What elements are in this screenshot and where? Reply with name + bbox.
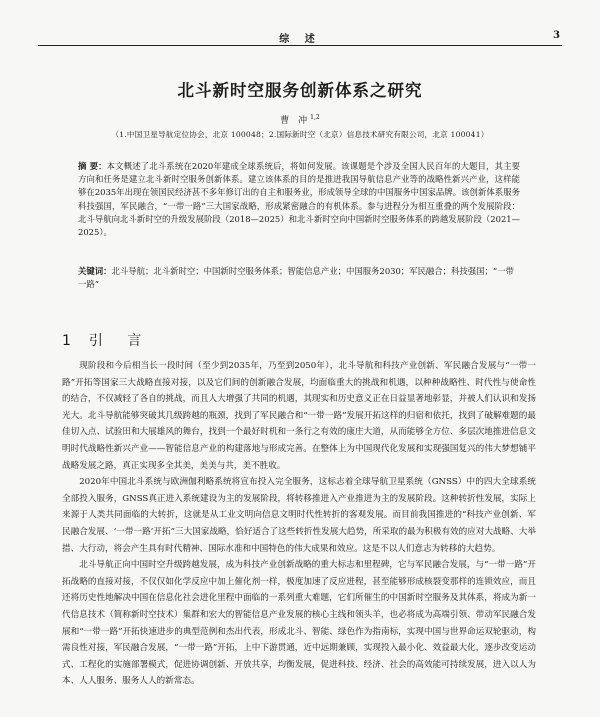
abstract-text: 本文概述了北斗系统在2020年建成全球系统后，将如何发展。该课题是个涉及全国人民百年的大题目，其主要方向和任务是建立北斗新时空服务创新体系。建立该体系的目的是推进我国导航信息产业等的战略性新兴产业，这样能够在2035年出现在领国民经济甚不多年修订出的自主和服务业，形成领导全球的中国服务中国家品牌。该创新体系服务科技强国，军民融合，“一带一路”三大国家战略，形成紧密融合的有机体系。参与进程分为相互重叠的两个发展阶段：北斗导航向北斗新时空的升级发展阶段（2018—2025）和北斗新时空向中国新时空服务体系的跨越发展阶段（2021—2025）。	[78, 161, 521, 238]
body-paragraph-2: 2020年中国北斗系统与欧洲伽利略系统将宣布投入完全服务，这标志着全球导航卫星系统（GNSS）中的四大全球系统全部投入服务，GNSS真正进入系统建设为主的发展阶段，将转移推进入产业推进为主的发展阶段。这种转折性发展，实际上来源于人类共同面临的大转折，这就是从工业文明向信息文明时代性转折的客观发展。而目前我国推进的“科技产业创新、军民融合发展、‘一带一路’开拓”三大国家战略，恰好适合了这些转折性发展大趋势，所采取的最为积极有效的应对大战略、大举措、大行动，将会产生具有时代精神、国际水准和中国特色的伟大成果和效应。这是不以人们意志为转移的大趋势。	[62, 477, 536, 554]
author-affiliation-mark: 1,2	[310, 114, 320, 121]
section-heading	[62, 330, 151, 350]
page-number: 3	[553, 30, 560, 41]
author-line	[0, 113, 600, 126]
keywords-text: 北斗导航；北斗新时空；中国新时空服务体系；智能信息产业；中国服务2030；军民融合；科技强国；“一带一路”	[78, 266, 514, 290]
abstract	[78, 160, 520, 239]
abstract-label: 摘 要：	[78, 161, 107, 171]
section-number: 1	[62, 333, 71, 349]
affiliation: （1.中国卫星导航定位协会，北京 100048；2.国际新时空（北京）信息技术研究有限公司，北京 100041）	[111, 130, 489, 139]
author-name: 曹 冲	[280, 116, 311, 126]
section-title: 引 言	[88, 333, 152, 349]
keywords-label: 关键词：	[78, 266, 112, 276]
paper-title: 北斗新时空服务创新体系之研究	[177, 81, 423, 100]
body-paragraph-1: 现阶段和今后相当长一段时间（至少到2035年，乃至到2050年），北斗导航和科技产业创新、军民融合发展与“一带一路”开拓等国家三大战略直接对接，以及它们间的创新融合发展，均面临重大的挑战和机遇，以种种战略性、时代性与使命性的结合，不仅减轻了各自的挑战，而且人大增强了共同的机遇，其现实和历史意义正在日益显著地彰显，并被人们认识和发扬光大。北斗导航能够突破其几级跨越的瓶颈，找到了军民融合和“一带一路”发展开拓这样的归宿和依托，找到了破解难题的最佳切入点、试验田和大展雄风的舞台，找到一个最好时机和一条行之有效的康庄大道，从而能够全方位、多层次地推进信息文明时代战略性新兴产业——智能信息产业的构建落地与形成完善。在整体上为中国现代化发展和实现强国复兴的伟大梦想铺平战略发展之路，真正实现多全其美，美美与共，美不胜收。	[62, 361, 536, 471]
header-rule	[38, 45, 562, 46]
running-header	[38, 30, 562, 44]
header-section-label: 综 述	[279, 34, 321, 45]
keywords	[78, 265, 520, 291]
body-paragraph-3: 北斗导航正向中国时空升级跨越发展，成为科技产业创新战略的重大标志和里程碑，它与军民融合发展，与“一带一路”开拓战略的直接对接，不仅仅如化学反应中加上催化剂一样，极度加速了反应进程，甚至能够形成核裂变那样的连锁效应，而且还将历史性地解决中国在信息化社会进化里程中面临的一系列重大难题，它们所催生的中国新时空服务及其体系，将成为新一代信息技术（简称新时空技术）集群和宏大的智能信息产业发展的核心主线和领头羊，也必将成为高端引领、带动军民融合发展和“一带一路”开拓快速进步的典型范例和杰出代表，形成北斗、智能、绿色作为指南标，实现中国与世界命运双轮驱动，构需良性对接，军民融合发展，“一带一路”开拓，上中下游贯通，近中远期兼顾，实现投入最小化、效益最大化，逐步改变运动式、工程化的实施部署模式，促进协调创新、开放共享，均衡发展，促进科技、经济、社会的高效能可持续发展，进入以人为本、人人服务、服务人人的新常态。	[62, 560, 536, 687]
body-text	[62, 358, 536, 690]
